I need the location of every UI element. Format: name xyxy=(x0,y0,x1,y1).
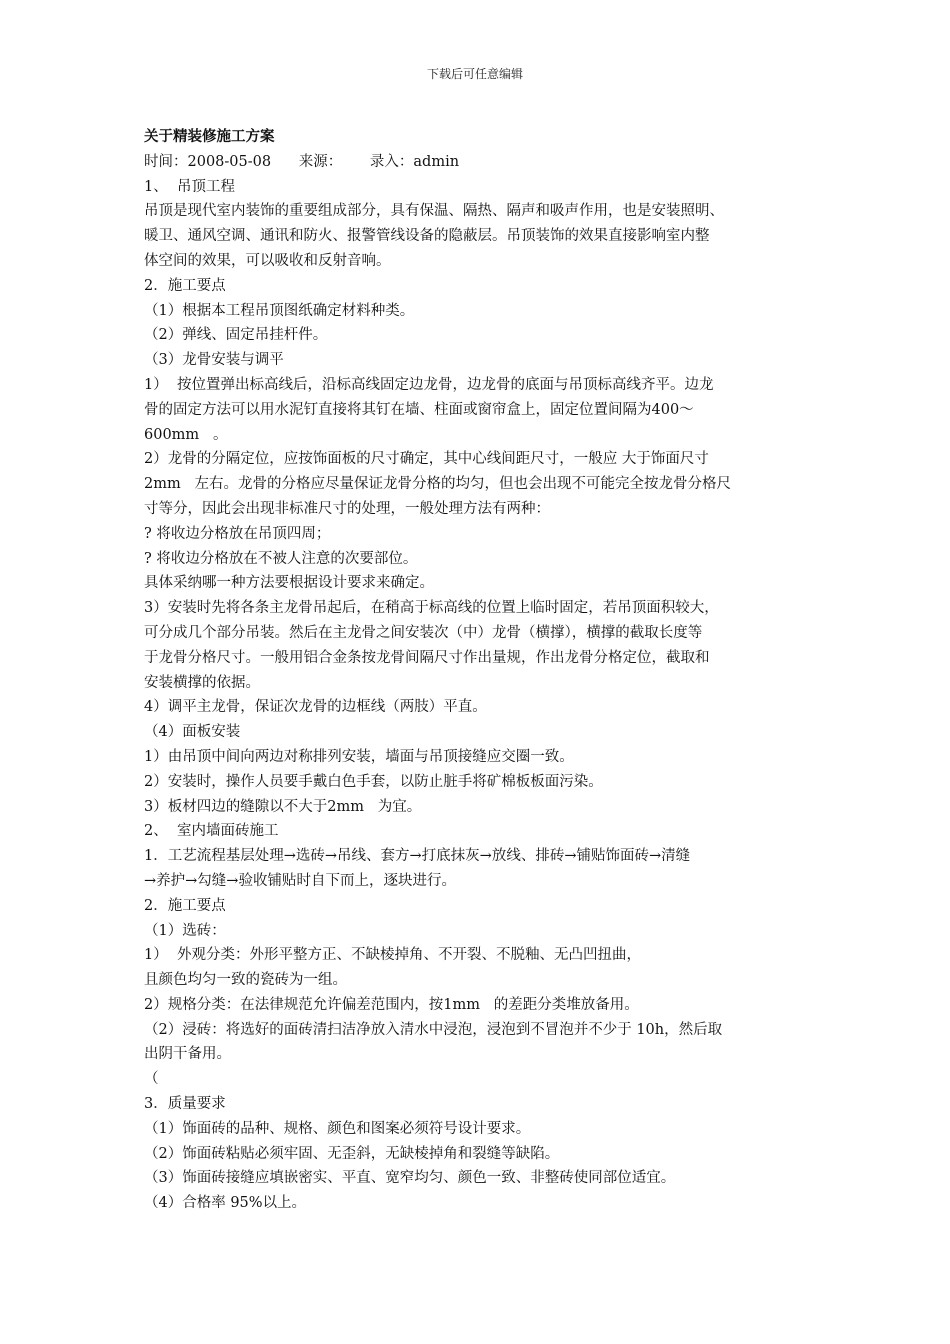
paragraph-line: 安装横撑的依据。 xyxy=(144,674,260,691)
paragraph-line: 1） 按位置弹出标高线后，沿标高线固定边龙骨，边龙骨的底面与吊顶标高线齐平。边龙 xyxy=(144,376,714,393)
paragraph-line: 暖卫、通风空调、通讯和防火、报警管线设备的隐蔽层。吊顶装饰的效果直接影响室内整 xyxy=(144,228,710,245)
document-body xyxy=(144,125,816,1216)
paragraph-line: （ xyxy=(144,1071,159,1088)
paragraph-line: 2mm 左右。龙骨的分格应尽量保证龙骨分格的均匀，但也会出现不可能完全按龙骨分格尺 xyxy=(144,476,732,493)
list-item: 1） 外观分类：外形平整方正、不缺棱掉角、不开裂、不脱釉、无凸凹扭曲， xyxy=(144,947,641,964)
paragraph-line: 1．工艺流程基层处理→选砖→吊线、套方→打底抹灰→放线、排砖→铺贴饰面砖→清缝 xyxy=(144,848,691,865)
paragraph-line: 寸等分，因此会出现非标准尺寸的处理，一般处理方法有两种： xyxy=(144,500,550,517)
list-item: （4）合格率 95%以上。 xyxy=(144,1195,307,1212)
list-item: （2）浸砖：将选好的面砖清扫洁净放入清水中浸泡，浸泡到不冒泡并不少于 10h，然后取 xyxy=(144,1021,723,1038)
paragraph-line: 骨的固定方法可以用水泥钉直接将其钉在墙、柱面或窗帘盒上，固定位置间隔为400～ xyxy=(144,401,694,418)
paragraph-line: 出阴干备用。 xyxy=(144,1046,231,1063)
paragraph-line: 2）龙骨的分隔定位，应按饰面板的尺寸确定，其中心线间距尺寸，一般应 大于饰面尺寸 xyxy=(144,451,709,468)
list-item: 2）安装时，操作人员要手戴白色手套，以防止脏手将矿棉板板面污染。 xyxy=(144,773,603,790)
section-heading: 2、 室内墙面砖施工 xyxy=(144,823,279,840)
paragraph-line: 4）调平主龙骨，保证次龙骨的边框线（两肢）平直。 xyxy=(144,699,487,716)
list-item: （1）选砖： xyxy=(144,922,226,939)
list-item: （3）饰面砖接缝应填嵌密实、平直、宽窄均匀、颜色一致、非整砖使同部位适宜。 xyxy=(144,1170,676,1187)
list-item: ? 将收边分格放在不被人注意的次要部位。 xyxy=(144,550,418,567)
list-item: （1）饰面砖的品种、规格、颜色和图案必须符号设计要求。 xyxy=(144,1120,531,1137)
meta-line: 时间：2008-05-08 来源： 录入：admin xyxy=(144,153,460,170)
paragraph-line: 于龙骨分格尺寸。一般用铝合金条按龙骨间隔尺寸作出量规，作出龙骨分格定位，截取和 xyxy=(144,649,710,666)
list-item: （4）面板安装 xyxy=(144,724,241,741)
paragraph-line: 可分成几个部分吊装。然后在主龙骨之间安装次（中）龙骨（横撑），横撑的截取长度等 xyxy=(144,624,703,641)
section-heading: 1、 吊顶工程 xyxy=(144,178,235,195)
paragraph-line: 体空间的效果，可以吸收和反射音响。 xyxy=(144,252,391,269)
list-item: （2）饰面砖粘贴必须牢固、无歪斜，无缺棱掉角和裂缝等缺陷。 xyxy=(144,1145,560,1162)
paragraph-line: 600mm 。 xyxy=(144,426,228,443)
paragraph-line: 3）安装时先将各条主龙骨吊起后，在稍高于标高线的位置上临时固定，若吊顶面积较大， xyxy=(144,600,719,617)
paragraph-line: 具体采纳哪一种方法要根据设计要求来确定。 xyxy=(144,575,434,592)
paragraph-line: 且颜色均匀一致的瓷砖为一组。 xyxy=(144,972,347,989)
list-item: 3）板材四边的缝隙以不大于2mm 为宜。 xyxy=(144,798,422,815)
document-title: 关于精装修施工方案 xyxy=(144,129,275,145)
page-header: 下载后可任意编辑 xyxy=(426,67,523,81)
list-item: ? 将收边分格放在吊顶四周； xyxy=(144,525,331,542)
subsection-heading: 3．质量要求 xyxy=(144,1096,226,1113)
list-item: （1）根据本工程吊顶图纸确定材料种类。 xyxy=(144,302,415,319)
list-item: （2）弹线、固定吊挂杆件。 xyxy=(144,327,328,344)
paragraph-line: →养护→勾缝→验收铺贴时自下而上，逐块进行。 xyxy=(144,872,456,889)
paragraph-line: 吊顶是现代室内装饰的重要组成部分，具有保温、隔热、隔声和吸声作用，也是安装照明、 xyxy=(144,203,724,220)
list-item: （3）龙骨安装与调平 xyxy=(144,352,284,369)
subsection-heading: 2．施工要点 xyxy=(144,277,226,294)
list-item: 2）规格分类：在法律规范允许偏差范围内，按1mm 的差距分类堆放备用。 xyxy=(144,996,639,1013)
subsection-heading: 2．施工要点 xyxy=(144,897,226,914)
list-item: 1）由吊顶中间向两边对称排列安装，墙面与吊顶接缝应交圈一致。 xyxy=(144,748,574,765)
